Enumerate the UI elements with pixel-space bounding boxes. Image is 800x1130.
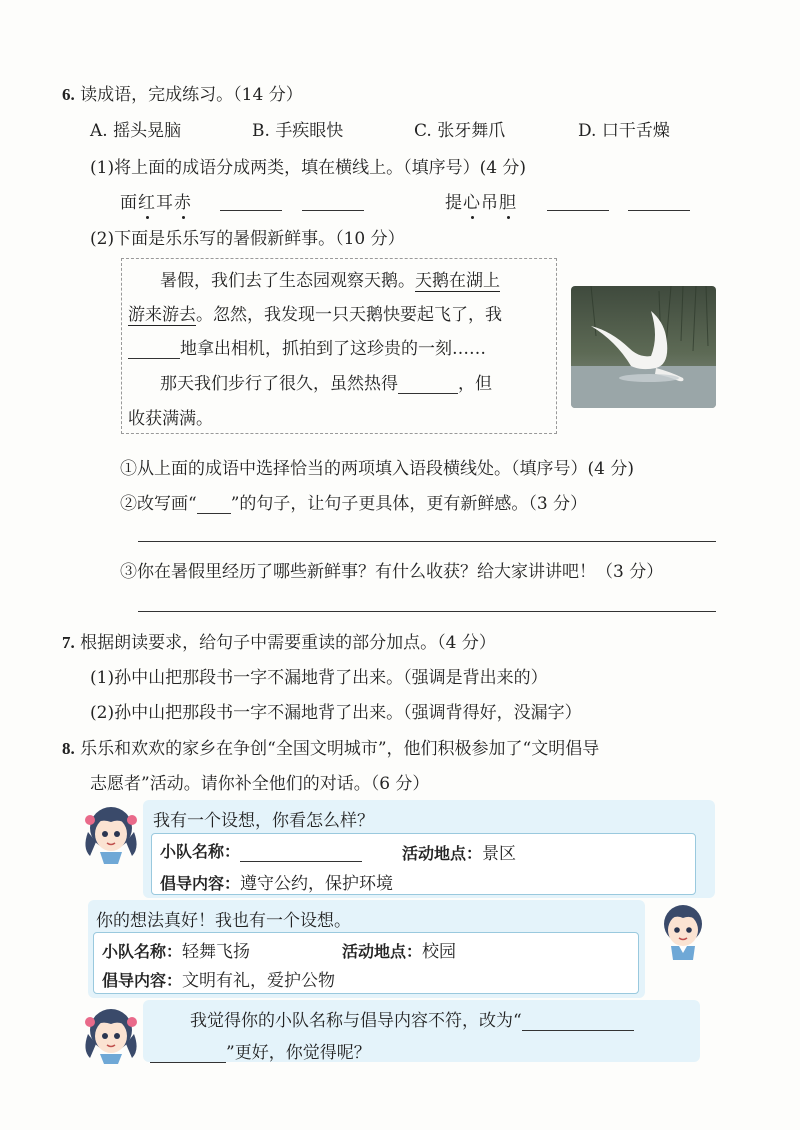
option-key: A.	[90, 121, 108, 141]
option-text: 口干舌燥	[601, 121, 670, 141]
dialogue-1-text: 我有一个设想，你看怎么样？	[153, 811, 374, 831]
q6-sub1: ①从上面的成语中选择恰当的两项填入语段横线处。（填序号）(4 分)	[120, 459, 634, 479]
passage-text: 地拿出相机，抓拍到了这珍贵的一刻……	[180, 339, 486, 359]
passage-line-1	[160, 266, 500, 291]
answer-blank-1b[interactable]	[302, 190, 364, 211]
card2-content-row	[102, 966, 335, 991]
q8-number: 8.	[62, 739, 75, 758]
answer-blank-2b[interactable]	[628, 190, 690, 211]
new-team-name-blank-1[interactable]	[522, 1012, 634, 1031]
option-key: B.	[252, 121, 270, 141]
content-label: 倡导内容：	[160, 874, 241, 893]
girl-avatar-icon	[80, 798, 142, 864]
boy-avatar-icon	[655, 898, 711, 960]
passage-blank-2[interactable]	[398, 375, 458, 394]
answer-line-sub3[interactable]	[138, 611, 716, 612]
passage-text: 那天我们步行了很久，虽然热得	[160, 374, 398, 394]
q6-number: 6.	[62, 85, 75, 104]
card2-place-row	[342, 937, 456, 962]
underlined-sentence: 天鹅在湖上	[415, 271, 500, 291]
q7-sentence-1: (1)孙中山把那段书一字不漏地背了出来。（强调是背出来的）	[90, 668, 548, 688]
underlined-sentence: 游来游去	[128, 305, 196, 325]
place-label: 活动地点：	[402, 844, 483, 863]
q7-sentence-2: (2)孙中山把那段书一字不漏地背了出来。（强调背得好，没漏字）	[90, 703, 582, 723]
passage-text: 暑假，我们去了生态园观察天鹅。	[160, 271, 415, 291]
content-label: 倡导内容：	[102, 971, 183, 990]
char-dotted: 赤	[174, 188, 192, 213]
passage-text: 。忽然，我发现一只天鹅快要起飞了，我	[196, 305, 502, 325]
passage-text: ，但	[458, 374, 492, 394]
char: 面	[120, 193, 138, 213]
char: 吊	[481, 193, 499, 213]
team-label: 小队名称：	[160, 842, 241, 861]
card1-place-row	[402, 839, 516, 864]
passage-line-4	[160, 369, 492, 394]
dialogue-3-line-1	[190, 1006, 634, 1031]
q7-title: 根据朗读要求，给句子中需要重读的部分加点。（4 分）	[80, 633, 496, 653]
option-text: 摇头晃脑	[113, 121, 182, 141]
option-text: 手疾眼快	[275, 121, 344, 141]
option-key: C.	[414, 121, 432, 141]
q7-number: 7.	[62, 633, 75, 652]
dialogue-3-text: ”更好，你觉得呢？	[226, 1043, 371, 1063]
q6-part1: (1)将上面的成语分成两类，填在横线上。（填序号）(4 分)	[90, 158, 527, 178]
card2-team-row	[102, 937, 250, 962]
place-value: 景区	[482, 844, 517, 864]
q8-title-line-1: 乐乐和欢欢的家乡在争创“全国文明城市”，他们积极参加了“文明倡导	[80, 739, 600, 759]
char-dotted: 红	[138, 188, 156, 213]
place-value: 校园	[422, 942, 457, 962]
girl-avatar-icon-2	[80, 1000, 142, 1064]
underline-sample	[197, 495, 231, 514]
idiom-group-2	[445, 188, 517, 213]
content-value: 遵守公约，保护环境	[240, 874, 394, 894]
place-label: 活动地点：	[342, 942, 423, 961]
dialogue-3-line-2	[150, 1038, 371, 1063]
q8-heading	[62, 734, 599, 759]
new-team-name-blank-2[interactable]	[150, 1044, 226, 1063]
passage-line-3	[128, 334, 486, 359]
dialogue-2-text: 你的想法真好！我也有一个设想。	[96, 911, 351, 931]
team-name-blank[interactable]	[240, 843, 362, 862]
char: 耳	[156, 193, 174, 213]
answer-line-sub2[interactable]	[138, 541, 716, 542]
q7-heading	[62, 628, 496, 653]
team-value: 轻舞飞扬	[182, 942, 251, 962]
q6-title: 读成语，完成练习。（14 分）	[80, 85, 303, 105]
idiom-group-1	[120, 188, 192, 213]
q6-part2: (2)下面是乐乐写的暑假新鲜事。（10 分）	[90, 229, 405, 249]
option-key: D.	[578, 121, 597, 141]
passage-blank-1[interactable]	[128, 340, 180, 359]
card1-team-row	[160, 839, 362, 862]
char-dotted: 胆	[499, 188, 517, 213]
q6-option-c	[414, 116, 505, 141]
passage-line-2	[128, 300, 502, 325]
q6-sub3: ③你在暑假里经历了哪些新鲜事？有什么收获？给大家讲讲吧！（3 分）	[120, 562, 664, 582]
char-dotted: 心	[463, 188, 481, 213]
card1-content-row	[160, 869, 393, 894]
q6-sub2	[120, 489, 587, 514]
q6-heading	[62, 80, 303, 105]
q6-option-d	[578, 116, 670, 141]
answer-blank-2a[interactable]	[547, 190, 609, 211]
q6-option-b	[252, 116, 343, 141]
passage-line-5: 收获满满。	[128, 409, 213, 429]
q6-option-a	[90, 116, 181, 141]
q8-title-line-2: 志愿者”活动。请你补全他们的对话。（6 分）	[90, 774, 430, 794]
content-value: 文明有礼，爱护公物	[182, 971, 336, 991]
option-text: 张牙舞爪	[437, 121, 506, 141]
team-label: 小队名称：	[102, 942, 183, 961]
sub2-text: ”的句子，让句子更具体，更有新鲜感。（3 分）	[230, 494, 588, 514]
dialogue-3-text: 我觉得你的小队名称与倡导内容不符，改为“	[190, 1011, 522, 1031]
char: 提	[445, 193, 463, 213]
swan-photo	[571, 286, 716, 408]
sub2-text: ②改写画“	[120, 494, 197, 514]
answer-blank-1a[interactable]	[220, 190, 282, 211]
